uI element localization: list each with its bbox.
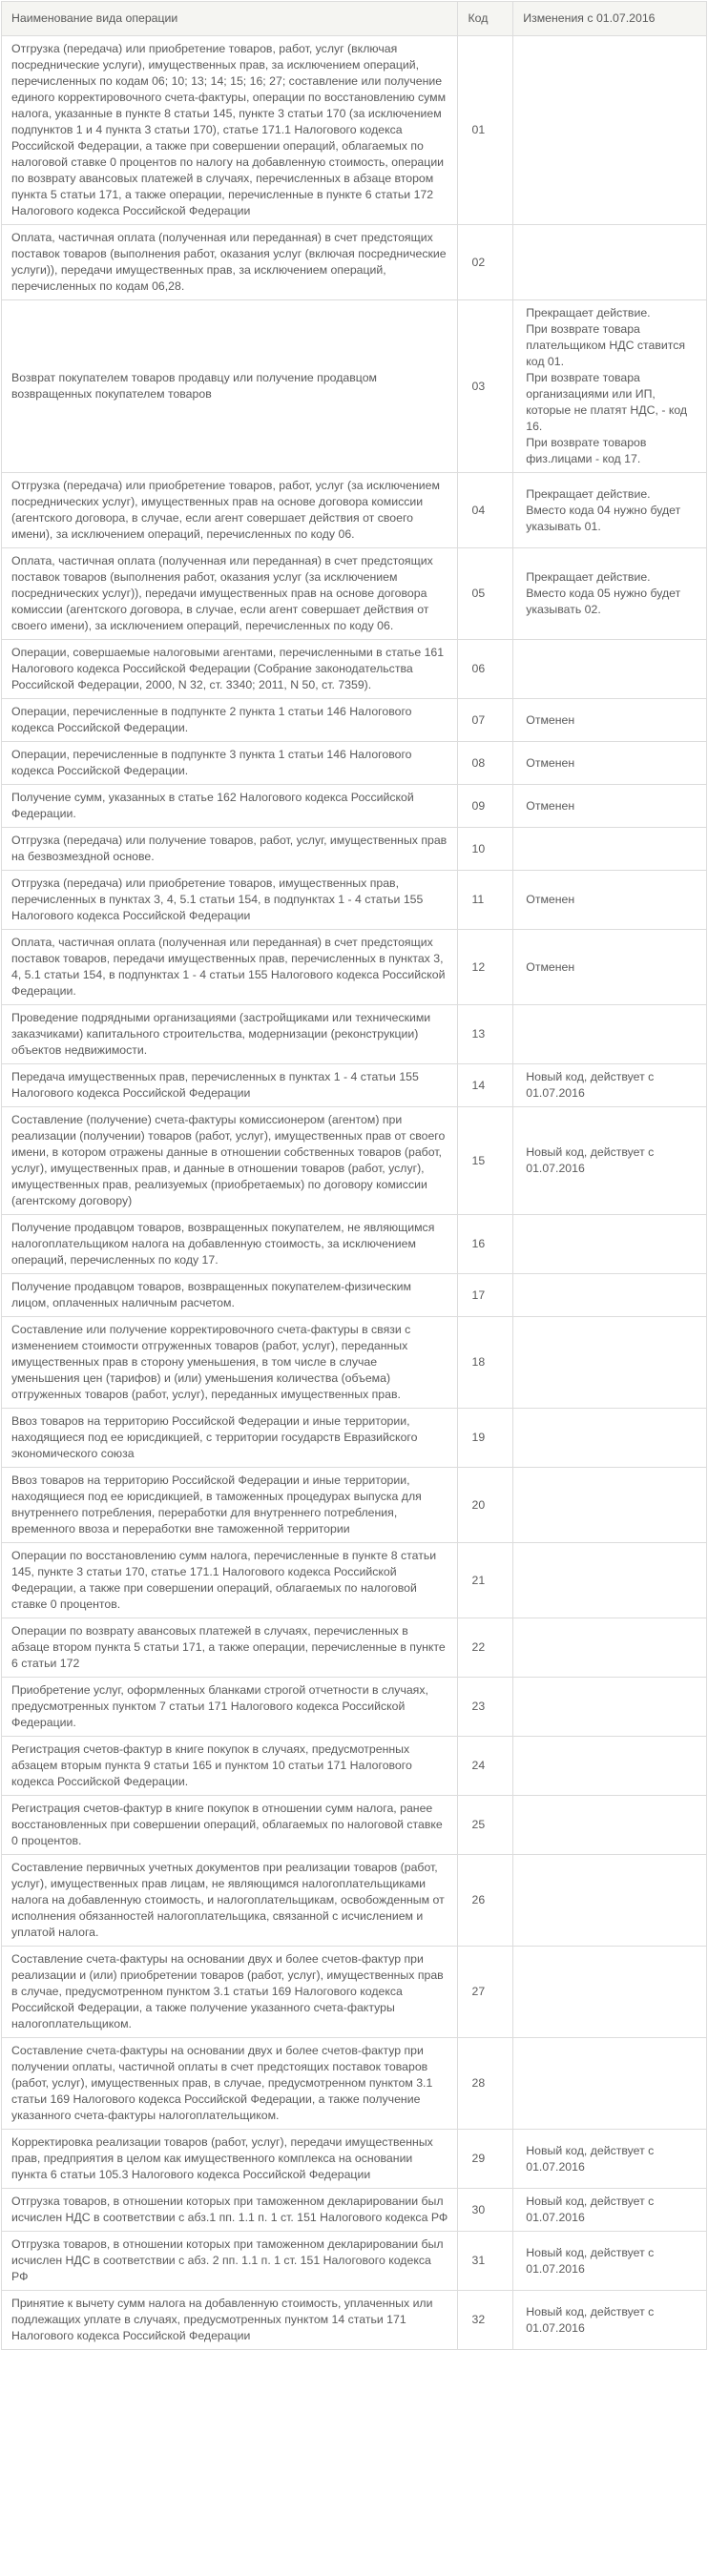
operation-name-cell: Операции по восстановлению сумм налога, перечисленные в пункте 8 статьи 145, пункте 3 статьи 170, статье 171.1 Налогового кодекса Российской Федерации, а также при совершении операций, облагаемых по налоговой ставке 0 процентов.: [2, 1543, 458, 1618]
operation-name-cell: Ввоз товаров на территорию Российской Федерации и иные территории, находящиеся под ее юрисдикцией, в таможенных процедурах выпуска для внутреннего потребления, переработки для внутреннего потребления, временного ввоза и переработки вне таможенной территории: [2, 1468, 458, 1543]
table-row: [2, 548, 707, 640]
changes-cell: [513, 1947, 707, 2038]
operation-code-cell: 11: [458, 871, 513, 930]
table-row: [2, 2232, 707, 2291]
table-row: [2, 742, 707, 785]
changes-cell: [513, 473, 707, 548]
table-row: [2, 1678, 707, 1737]
operation-code-cell: 21: [458, 1543, 513, 1618]
changes-cell: [513, 1468, 707, 1543]
table-row: [2, 1796, 707, 1855]
changes-cell: [513, 699, 707, 742]
operation-code-cell: 13: [458, 1005, 513, 1064]
operation-code-cell: 19: [458, 1409, 513, 1468]
changes-cell: [513, 828, 707, 871]
table-row: [2, 640, 707, 699]
operation-name-cell: Отгрузка (передача) или приобретение товаров, работ, услуг (включая посреднические услуги), имущественных прав, за исключением операций, перечисленных по кодам 06; 10; 13; 14; 15; 16; 27; составление или получение единого корректировочного счета-фактуры, операции по восстановлению сумм налога, указанные в пункте 8 статьи 145, пункте 3 статьи 170 (за исключением подпунктов 1 и 4 пункта 3 статьи 170), статье 171.1 Налогового кодекса Российской Федерации, а также при совершении операций, облагаемых по налоговой ставке 0 процентов по налогу на добавленную стоимость, операции по возврату авансовых платежей в случаях, перечисленных в абзаце втором пункта 5 статьи 171, а также операции, перечисленные в пункте 6 статьи 172 Налогового кодекса Российской Федерации: [2, 36, 458, 225]
table-row: [2, 2038, 707, 2130]
operation-codes-table: [1, 1, 707, 2350]
changes-cell: [513, 2130, 707, 2189]
change-note: Новый код, действует с 01.07.2016: [526, 1070, 655, 1100]
operation-code-cell: 08: [458, 742, 513, 785]
table-row: [2, 1618, 707, 1678]
changes-cell: [513, 1274, 707, 1317]
change-note: Отменен: [526, 893, 575, 906]
changes-cell: [513, 871, 707, 930]
operation-code-cell: 26: [458, 1855, 513, 1947]
changes-cell: [513, 1618, 707, 1678]
change-note: Прекращает действие.: [526, 306, 651, 319]
column-header-name: Наименование вида операции: [2, 2, 458, 36]
changes-cell: [513, 640, 707, 699]
changes-cell: [513, 548, 707, 640]
changes-cell: [513, 1409, 707, 1468]
change-note: При возврате товаров физ.лицами - код 17.: [526, 436, 647, 465]
operation-code-cell: 05: [458, 548, 513, 640]
operation-name-cell: Операции, совершаемые налоговыми агентами, перечисленными в статье 161 Налогового кодекса Российской Федерации (Собрание законодательства Российской Федерации, 2000, N 32, ст. 3340; 2011, N 50, ст. 7359).: [2, 640, 458, 699]
table-row: [2, 1005, 707, 1064]
changes-cell: [513, 2291, 707, 2350]
changes-cell: [513, 225, 707, 300]
operation-name-cell: Составление первичных учетных документов при реализации товаров (работ, услуг), имущественных прав лицам, не являющимся налогоплательщиками налога на добавленную стоимость, и налогоплательщикам, освобожденным от исполнения обязанностей налогоплательщика, связанной с исчислением и уплатой налога.: [2, 1855, 458, 1947]
table-row: [2, 1468, 707, 1543]
operation-code-cell: 07: [458, 699, 513, 742]
table-row: [2, 1274, 707, 1317]
table-row: [2, 225, 707, 300]
changes-cell: [513, 1855, 707, 1947]
operation-code-cell: 04: [458, 473, 513, 548]
changes-cell: [513, 930, 707, 1005]
operation-name-cell: Возврат покупателем товаров продавцу или получение продавцом возвращенных покупателем товаров: [2, 300, 458, 473]
table-row: [2, 36, 707, 225]
operation-code-cell: 03: [458, 300, 513, 473]
operation-code-cell: 02: [458, 225, 513, 300]
change-note: Отменен: [526, 712, 575, 727]
operation-code-cell: 20: [458, 1468, 513, 1543]
operation-name-cell: Передача имущественных прав, перечисленных в пунктах 1 - 4 статьи 155 Налогового кодекса Российской Федерации: [2, 1064, 458, 1107]
changes-cell: [513, 2232, 707, 2291]
operation-name-cell: Составление (получение) счета-фактуры комиссионером (агентом) при реализации (получении) товаров (работ, услуг), имущественных прав от своего имени, в котором отражены данные в отношении собственных товаров (работ, услуг), имущественных прав, и данные в отношении товаров (работ, услуг), имущественных прав, реализуемых (приобретаемых) по договору комиссии (агентскому договору): [2, 1107, 458, 1215]
table-row: [2, 930, 707, 1005]
operation-name-cell: Составление счета-фактуры на основании двух и более счетов-фактур при реализации и (или) приобретении товаров (работ, услуг), имущественных прав в случае, предусмотренном пунктом 3.1 статьи 169 Налогового кодекса Российской Федерации, а также получение указанного счета-фактуры налогоплательщиком.: [2, 1947, 458, 2038]
operation-name-cell: Отгрузка (передача) или приобретение товаров, работ, услуг (за исключением посреднических услуг), имущественных прав на основе договора комиссии (агентского договора, в случае, если агент совершает действия от своего имени), за исключением операций, перечисленных по коду 06.: [2, 473, 458, 548]
operation-code-cell: 10: [458, 828, 513, 871]
changes-cell: [513, 1737, 707, 1796]
change-note: Отменен: [526, 959, 575, 974]
column-header-changes: Изменения с 01.07.2016: [513, 2, 707, 36]
operation-name-cell: Составление счета-фактуры на основании двух и более счетов-фактур при получении оплаты, частичной оплаты в счет предстоящих поставок товаров (работ, услуг), имущественных прав, в случае, предусмотренном пунктом 3.1 статьи 169 Налогового кодекса Российской Федерации, а также получение указанного счета-фактуры налогоплательщиком.: [2, 2038, 458, 2130]
table-row: [2, 785, 707, 828]
operation-name-cell: Оплата, частичная оплата (полученная или переданная) в счет предстоящих поставок товаров (выполнения работ, оказания услуг (за исключением посреднических услуг)), передачи имущественных прав на основе договора комиссии (агентского договора, в случае, если агент совершает действия от своего имени), за исключением операций, перечисленных по коду 06.: [2, 548, 458, 640]
operation-code-cell: 25: [458, 1796, 513, 1855]
operation-code-cell: 14: [458, 1064, 513, 1107]
table-row: [2, 699, 707, 742]
changes-cell: [513, 300, 707, 473]
operation-code-cell: 09: [458, 785, 513, 828]
operation-name-cell: Отгрузка товаров, в отношении которых при таможенном декларировании был исчислен НДС в соответствии с абз. 2 пп. 1.1 п. 1 ст. 151 Налогового кодекса РФ: [2, 2232, 458, 2291]
changes-cell: [513, 36, 707, 225]
change-note: Новый код, действует с 01.07.2016: [526, 1145, 655, 1175]
change-note: Новый код, действует с 01.07.2016: [526, 2245, 655, 2276]
operation-code-cell: 22: [458, 1618, 513, 1678]
change-note: Вместо кода 05 нужно будет указывать 02.: [526, 587, 681, 616]
change-note: Прекращает действие.: [526, 486, 651, 501]
operation-name-cell: Операции по возврату авансовых платежей в случаях, перечисленных в абзаце втором пункта 5 статьи 171, а также операции, перечисленные в пункте 6 статьи 172: [2, 1618, 458, 1678]
change-note: При возврате товара организациями или ИП, которые не платят НДС, - код 16.: [526, 371, 688, 433]
operation-name-cell: Регистрация счетов-фактур в книге покупок в случаях, предусмотренных абзацем вторым пункта 9 статьи 165 и пунктом 10 статьи 171 Налогового кодекса Российской Федерации.: [2, 1737, 458, 1796]
changes-cell: [513, 1796, 707, 1855]
operation-name-cell: Оплата, частичная оплата (полученная или переданная) в счет предстоящих поставок товаров, передачи имущественных прав, перечисленных в пунктах 3, 4, 5.1 статьи 154, в подпунктах 1 - 4 статьи 155 Налогового кодекса Российской Федерации.: [2, 930, 458, 1005]
table-row: [2, 1947, 707, 2038]
operation-name-cell: Приобретение услуг, оформленных бланками строгой отчетности в случаях, предусмотренных пунктом 7 статьи 171 Налогового кодекса Российской Федерации.: [2, 1678, 458, 1737]
column-header-code: Код: [458, 2, 513, 36]
operation-code-cell: 15: [458, 1107, 513, 1215]
changes-cell: [513, 1678, 707, 1737]
table-header-row: [2, 2, 707, 36]
table-row: [2, 1107, 707, 1215]
operation-code-cell: 30: [458, 2189, 513, 2232]
table-row: [2, 2130, 707, 2189]
change-note: Прекращает действие.: [526, 570, 651, 584]
operation-name-cell: Ввоз товаров на территорию Российской Федерации и иные территории, находящиеся под ее юрисдикцией, с территории государств Евразийского экономического союза: [2, 1409, 458, 1468]
operation-name-cell: Корректировка реализации товаров (работ, услуг), передачи имущественных прав, предприятия в целом как имущественного комплекса на основании пункта 6 статьи 105.3 Налогового кодекса Российской Федерации: [2, 2130, 458, 2189]
table-row: [2, 1317, 707, 1409]
operation-code-cell: 17: [458, 1274, 513, 1317]
table-row: [2, 1409, 707, 1468]
changes-cell: [513, 1064, 707, 1107]
operation-code-cell: 23: [458, 1678, 513, 1737]
operation-name-cell: Получение продавцом товаров, возвращенных покупателем-физическим лицом, оплаченных наличным расчетом.: [2, 1274, 458, 1317]
operation-name-cell: Отгрузка товаров, в отношении которых при таможенном декларировании был исчислен НДС в соответствии с абз.1 пп. 1.1 п. 1 ст. 151 Налогового кодекса РФ: [2, 2189, 458, 2232]
operation-code-cell: 01: [458, 36, 513, 225]
operation-name-cell: Операции, перечисленные в подпункте 2 пункта 1 статьи 146 Налогового кодекса Российской Федерации.: [2, 699, 458, 742]
operation-code-cell: 27: [458, 1947, 513, 2038]
change-note: Отменен: [526, 755, 575, 770]
change-note: Вместо кода 04 нужно будет указывать 01.: [526, 503, 681, 533]
changes-cell: [513, 1317, 707, 1409]
operation-code-cell: 12: [458, 930, 513, 1005]
operation-name-cell: Операции, перечисленные в подпункте 3 пункта 1 статьи 146 Налогового кодекса Российской Федерации.: [2, 742, 458, 785]
changes-cell: [513, 742, 707, 785]
operation-name-cell: Получение продавцом товаров, возвращенных покупателем, не являющимся налогоплательщиком налога на добавленную стоимость, за исключением операций, перечисленных по коду 17.: [2, 1215, 458, 1274]
operation-code-cell: 29: [458, 2130, 513, 2189]
operation-code-cell: 16: [458, 1215, 513, 1274]
table-row: [2, 871, 707, 930]
table-body: [2, 36, 707, 2350]
table-row: [2, 473, 707, 548]
changes-cell: [513, 2038, 707, 2130]
table-row: [2, 1064, 707, 1107]
table-row: [2, 1855, 707, 1947]
operation-name-cell: Отгрузка (передача) или получение товаров, работ, услуг, имущественных прав на безвозмездной основе.: [2, 828, 458, 871]
table-row: [2, 300, 707, 473]
operation-code-cell: 32: [458, 2291, 513, 2350]
change-note: При возврате товара плательщиком НДС ставится код 01.: [526, 322, 686, 368]
changes-cell: [513, 1543, 707, 1618]
changes-cell: [513, 1215, 707, 1274]
changes-cell: [513, 785, 707, 828]
operation-code-cell: 06: [458, 640, 513, 699]
table-row: [2, 1215, 707, 1274]
operation-name-cell: Регистрация счетов-фактур в книге покупок в отношении сумм налога, ранее восстановленных при совершении операций, облагаемых по налоговой ставке 0 процентов.: [2, 1796, 458, 1855]
operation-code-cell: 18: [458, 1317, 513, 1409]
table-row: [2, 1737, 707, 1796]
operation-code-cell: 31: [458, 2232, 513, 2291]
table-row: [2, 2189, 707, 2232]
table-row: [2, 828, 707, 871]
operation-name-cell: Получение сумм, указанных в статье 162 Налогового кодекса Российской Федерации.: [2, 785, 458, 828]
operation-name-cell: Принятие к вычету сумм налога на добавленную стоимость, уплаченных или подлежащих уплате в случаях, предусмотренных пунктом 14 статьи 171 Налогового кодекса Российской Федерации: [2, 2291, 458, 2350]
table-row: [2, 2291, 707, 2350]
operation-name-cell: Оплата, частичная оплата (полученная или переданная) в счет предстоящих поставок товаров (выполнения работ, оказания услуг (включая посреднические услуги)), передачи имущественных прав, за исключением операций, перечисленных по кодам 06,28.: [2, 225, 458, 300]
operation-name-cell: Составление или получение корректировочного счета-фактуры в связи с изменением стоимости отгруженных товаров (работ, услуг), переданных имущественных прав в сторону уменьшения, в том числе в случае уменьшения цен (тарифов) и (или) уменьшения количества (объема) отгруженных товаров (работ, услуг), переданных имущественных прав.: [2, 1317, 458, 1409]
operation-name-cell: Отгрузка (передача) или приобретение товаров, имущественных прав, перечисленных в пунктах 3, 4, 5.1 статьи 154, в подпунктах 1 - 4 статьи 155 Налогового кодекса Российской Федерации: [2, 871, 458, 930]
changes-cell: [513, 2189, 707, 2232]
change-note: Отменен: [526, 798, 575, 813]
changes-cell: [513, 1005, 707, 1064]
operation-code-cell: 28: [458, 2038, 513, 2130]
operation-name-cell: Проведение подрядными организациями (застройщиками или техническими заказчиками) капитального строительства, модернизации (реконструкции) объектов недвижимости.: [2, 1005, 458, 1064]
change-note: Новый код, действует с 01.07.2016: [526, 2304, 655, 2335]
changes-cell: [513, 1107, 707, 1215]
change-note: Новый код, действует с 01.07.2016: [526, 2195, 655, 2224]
table-row: [2, 1543, 707, 1618]
operation-code-cell: 24: [458, 1737, 513, 1796]
change-note: Новый код, действует с 01.07.2016: [526, 2143, 655, 2174]
